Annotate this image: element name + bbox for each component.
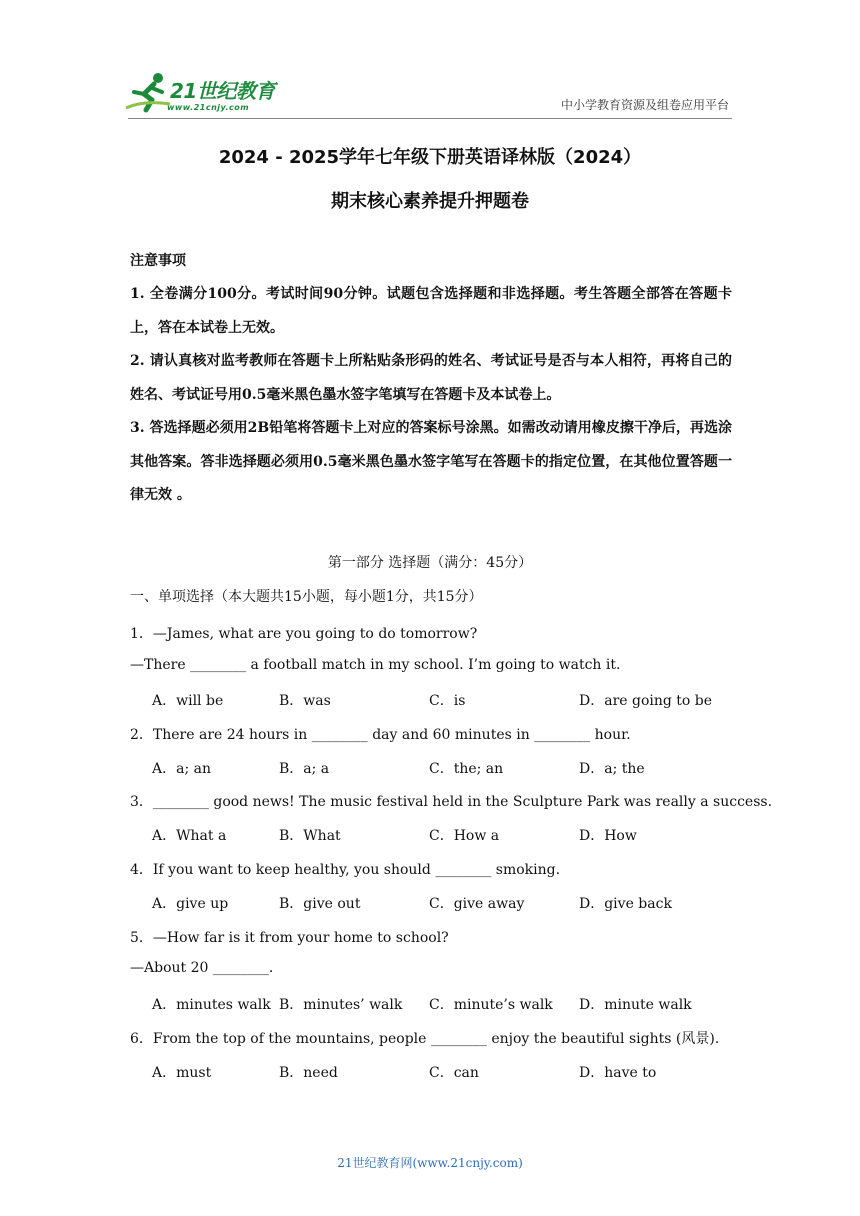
option-b: B．What (279, 828, 341, 844)
question-stem: 1．—James, what are you going to do tomorrow? (130, 626, 478, 642)
exam-subtitle: 期末核心素养提升押题卷 (331, 191, 529, 212)
option-b: B．give out (279, 896, 361, 912)
option-b: B．minutes’ walk (279, 997, 403, 1013)
question-stem: 3．________ good news! The music festival held in the Sculpture Park was really a success. (130, 794, 773, 810)
option-d: D．How (579, 828, 637, 844)
question-stem: 5．—How far is it from your home to school? (130, 930, 449, 946)
option-c: C．How a (429, 828, 500, 844)
question-options (152, 1062, 752, 1082)
option-a: A．give up (152, 896, 229, 912)
exam-title: 2024 - 2025学年七年级下册英语译林版（2024） (218, 147, 642, 168)
runner-icon (124, 70, 172, 118)
option-c: C．can (429, 1065, 479, 1081)
logo-url: www.21cnjy.com (167, 103, 250, 112)
notice-item: 1. 全卷满分100分。考试时间90分钟。试题包含选择题和非选择题。考生答题全部答在答题卡上，答在本试卷上无效。 (130, 286, 732, 336)
page-footer[interactable]: 21世纪教育网(www.21cnjy.com) (337, 1156, 523, 1170)
option-b: B．a; a (279, 761, 330, 777)
option-a: A．minutes walk (152, 997, 271, 1013)
question-options (152, 690, 752, 710)
question-options (152, 758, 752, 778)
question-stem: 2．There are 24 hours in ________ day and 60 minutes in ________ hour. (130, 727, 631, 743)
option-c: C．give away (429, 896, 525, 912)
option-b: B．was (279, 693, 331, 709)
logo-wordmark: 21世纪教育 (170, 79, 275, 103)
option-c: C．is (429, 693, 466, 709)
question-stem: 4．If you want to keep healthy, you should ________ smoking. (130, 862, 561, 878)
option-d: D．have to (579, 1065, 657, 1081)
notice-item: 3. 答选择题必须用2B铅笔将答题卡上对应的答案标号涂黑。如需改动请用橡皮擦干净后，再选涂其他答案。答非选择题必须用0.5毫米黑色墨水签字笔写在答题卡的指定位置，在其他位置答题一律无效 。 (130, 420, 732, 503)
option-d: D．give back (579, 896, 672, 912)
header-divider (128, 118, 732, 119)
platform-label: 中小学教育资源及组卷应用平台 (560, 98, 729, 112)
option-a: A．What a (152, 828, 227, 844)
option-c: C．minute’s walk (429, 997, 553, 1013)
option-d: D．a; the (579, 761, 645, 777)
part-heading: 第一部分 选择题（满分：45分） (327, 555, 533, 571)
question-options (152, 893, 752, 913)
question-stem: —There ________ a football match in my school. I’m going to watch it. (130, 657, 621, 673)
notice-item: 2. 请认真核对监考教师在答题卡上所粘贴条形码的姓名、考试证号是否与本人相符，再将自己的姓名、考试证号用0.5毫米黑色墨水签字笔填写在答题卡及本试卷上。 (130, 353, 732, 403)
question-stem: 6．From the top of the mountains, people ________ enjoy the beautiful sights (风景). (130, 1031, 720, 1047)
question-stem: —About 20 ________. (130, 960, 274, 976)
option-a: A．will be (152, 693, 224, 709)
option-c: C．the; an (429, 761, 504, 777)
option-b: B．need (279, 1065, 338, 1081)
notice-heading: 注意事项 (130, 253, 186, 269)
option-a: A．a; an (152, 761, 211, 777)
section-heading: 一、单项选择（本大题共15小题，每小题1分，共15分） (130, 589, 483, 605)
question-options (152, 994, 752, 1014)
question-options (152, 825, 752, 845)
option-d: D．minute walk (579, 997, 692, 1013)
option-d: D．are going to be (579, 693, 713, 709)
option-a: A．must (152, 1065, 212, 1081)
